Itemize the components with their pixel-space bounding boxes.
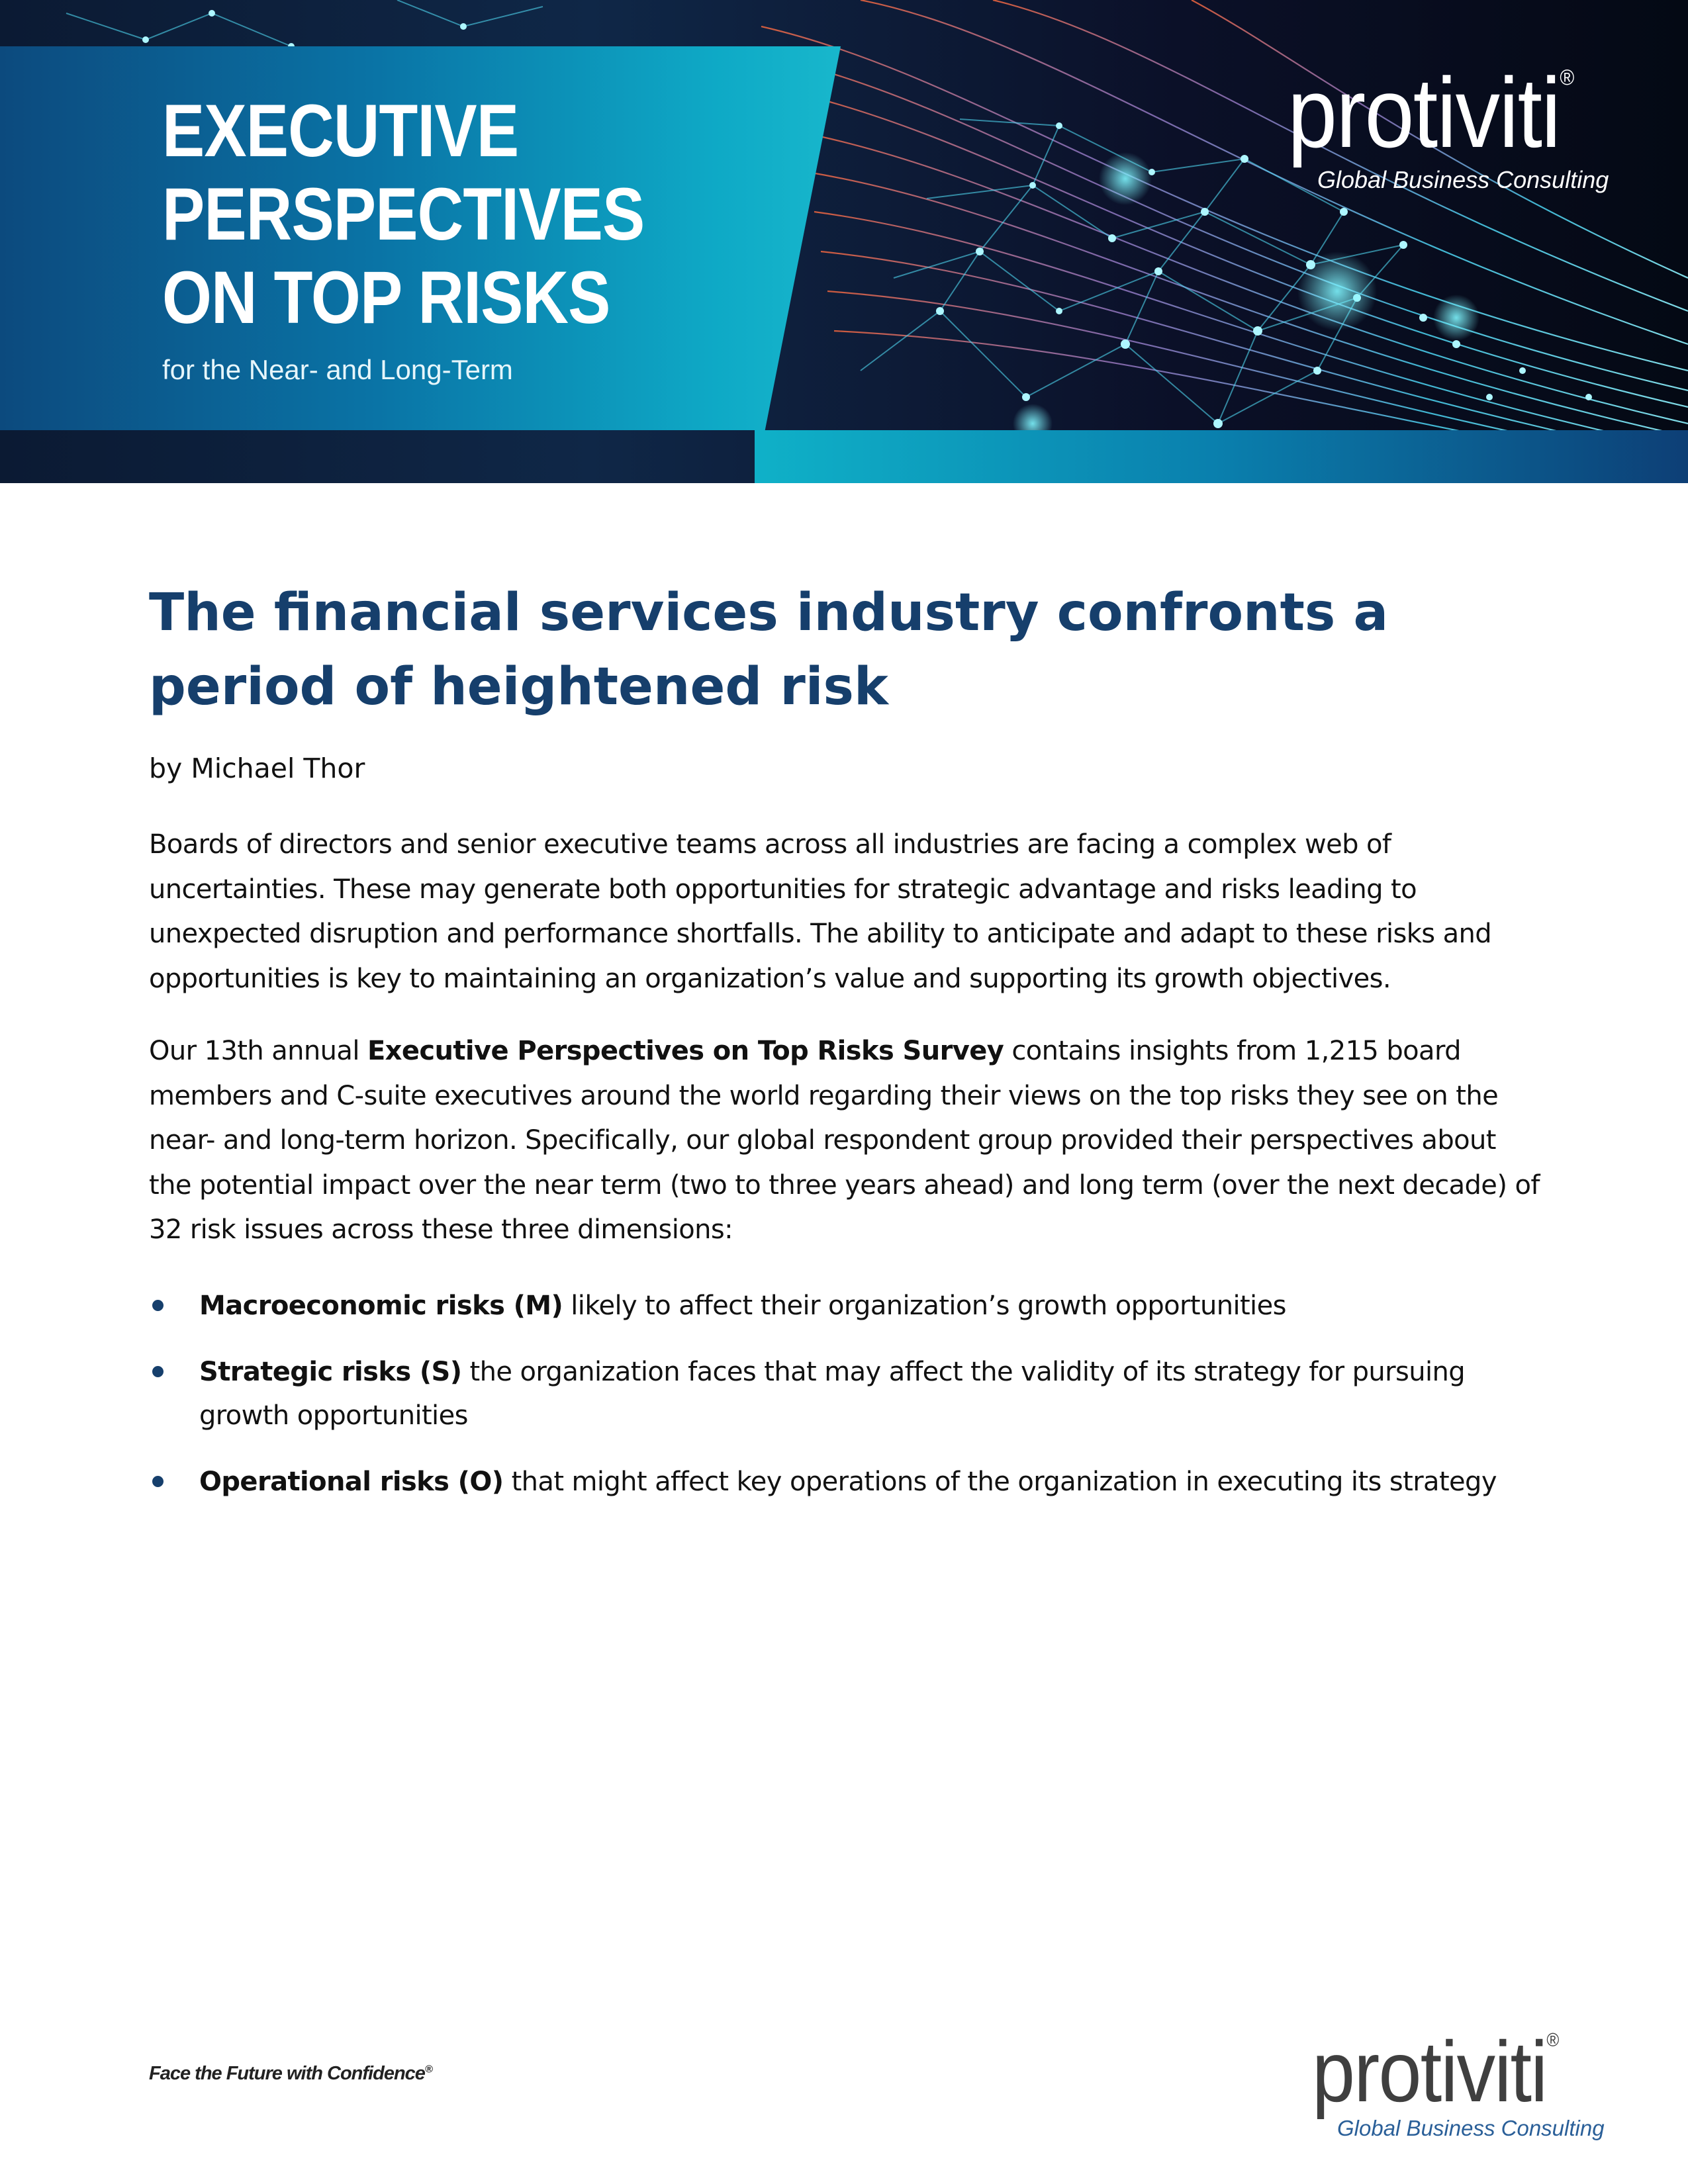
risk-type: Operational risks (O) xyxy=(199,1467,504,1497)
header-banner xyxy=(0,0,1688,483)
report-title-line: EXECUTIVE xyxy=(162,89,519,172)
bullet-icon xyxy=(152,1366,164,1377)
protiviti-logo xyxy=(1288,57,1609,194)
list-item xyxy=(149,1350,1546,1437)
footer-tagline-text: Face the Future with Confidence xyxy=(149,2063,425,2084)
survey-paragraph xyxy=(149,1029,1546,1253)
article-headline: The financial services industry confronts a period of heightened risk xyxy=(149,583,1389,717)
risk-description: that might affect key operations of the organization in executing its strategy xyxy=(503,1467,1497,1497)
risk-dimensions-list xyxy=(149,1284,1546,1526)
footer-logo-tagline: Global Business Consulting xyxy=(1337,2116,1605,2140)
bullet-icon xyxy=(152,1476,164,1487)
survey-lead: Our 13th annual xyxy=(149,1036,367,1066)
logo-word: protiviti xyxy=(1288,57,1560,168)
report-title-line: ON TOP RISKS xyxy=(162,256,610,339)
risk-description: likely to affect their organization’s growth opportunities xyxy=(563,1291,1286,1321)
list-item xyxy=(149,1284,1546,1328)
footer-logo-word: protiviti xyxy=(1312,2023,1547,2120)
footer-tagline xyxy=(149,2063,432,2085)
article-byline: by Michael Thor xyxy=(149,752,365,784)
risk-description: the organization faces that may affect the validity of its strategy for pursuing growth opportunities xyxy=(199,1357,1466,1431)
intro-paragraph: Boards of directors and senior executive teams across all industries are facing a complex web of uncertainties. These may generate both opportunities for strategic advantage and risks leading to unexpected disruption and performance shortfalls. The ability to anticipate and adapt to these risks and opportunities is key to maintaining an organization’s value and supporting its growth objectives. xyxy=(149,829,1492,994)
footer-logo-wordmark xyxy=(1312,2023,1575,2120)
logo-wordmark xyxy=(1288,57,1577,168)
report-title xyxy=(162,89,644,340)
footer-tagline-mark: ® xyxy=(424,2064,432,2075)
survey-detail: contains insights from 1,215 board members and C-suite executives around the world regarding their views on the top risks they see on the near- and long-term horizon. Specifically, our global respondent group provided their perspectives about the potential impact over the near term (two to three years ahead) and long term (over the next decade) of 32 risk issues across these three dimensions: xyxy=(149,1036,1540,1245)
footer-protiviti-logo xyxy=(1312,2023,1605,2141)
accent-strip xyxy=(755,430,1688,483)
risk-type: Macroeconomic risks (M) xyxy=(199,1291,563,1321)
footer-registered-mark: ® xyxy=(1546,2030,1558,2052)
risk-type: Strategic risks (S) xyxy=(199,1357,462,1387)
bullet-icon xyxy=(152,1300,164,1311)
list-item xyxy=(149,1460,1546,1504)
registered-mark: ® xyxy=(1560,64,1573,89)
report-subtitle: for the Near- and Long-Term xyxy=(162,354,513,385)
logo-tagline: Global Business Consulting xyxy=(1317,166,1609,193)
report-title-line: PERSPECTIVES xyxy=(162,173,645,255)
survey-name: Executive Perspectives on Top Risks Survey xyxy=(367,1036,1004,1066)
